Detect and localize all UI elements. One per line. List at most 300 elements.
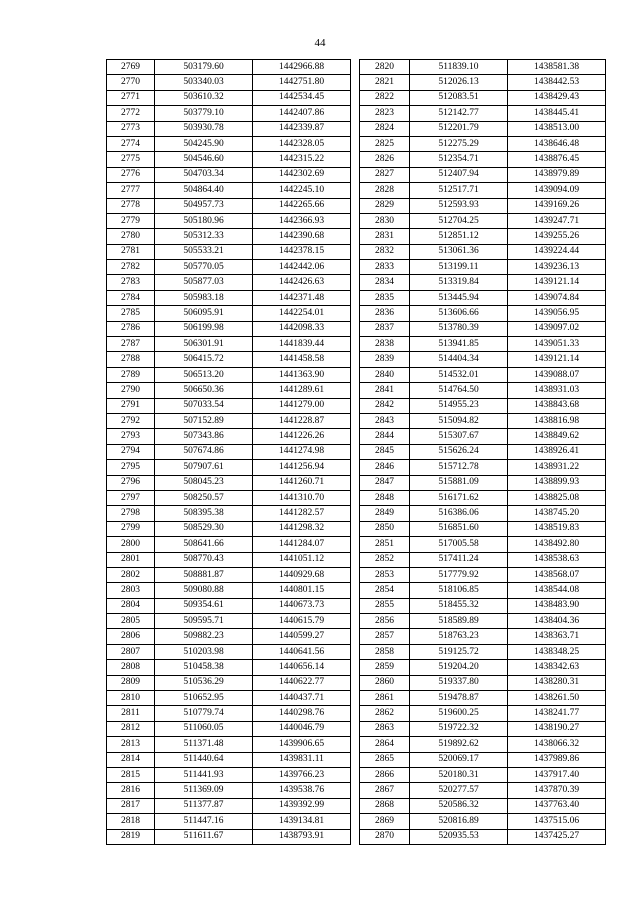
x-coordinate-cell: 520069.17 [410, 752, 508, 767]
y-coordinate-cell: 1438979.89 [508, 167, 606, 182]
x-coordinate-cell: 508045.23 [155, 475, 253, 490]
y-coordinate-cell: 1438442.53 [508, 75, 606, 90]
y-coordinate-cell: 1439121.14 [508, 352, 606, 367]
table-row [360, 598, 606, 613]
x-coordinate-cell: 513941.85 [410, 337, 508, 352]
table-row [360, 506, 606, 521]
table-row [360, 290, 606, 305]
point-number-cell: 2848 [360, 490, 410, 505]
coordinates-table-right-body [360, 60, 606, 845]
table-row [360, 352, 606, 367]
y-coordinate-cell: 1442966.88 [253, 60, 351, 75]
y-coordinate-cell: 1439392.99 [253, 798, 351, 813]
point-number-cell: 2779 [107, 213, 155, 228]
point-number-cell: 2866 [360, 767, 410, 782]
table-row [360, 90, 606, 105]
y-coordinate-cell: 1439097.02 [508, 321, 606, 336]
table-row [107, 644, 351, 659]
table-row [360, 444, 606, 459]
x-coordinate-cell: 511447.16 [155, 814, 253, 829]
x-coordinate-cell: 511060.05 [155, 721, 253, 736]
x-coordinate-cell: 506513.20 [155, 367, 253, 382]
point-number-cell: 2797 [107, 490, 155, 505]
coordinates-table-right [359, 59, 606, 845]
table-row [360, 321, 606, 336]
table-row [360, 660, 606, 675]
x-coordinate-cell: 509354.61 [155, 598, 253, 613]
table-row [360, 737, 606, 752]
y-coordinate-cell: 1438899.93 [508, 475, 606, 490]
x-coordinate-cell: 503179.60 [155, 60, 253, 75]
x-coordinate-cell: 518106.85 [410, 583, 508, 598]
table-row [107, 614, 351, 629]
x-coordinate-cell: 503779.10 [155, 106, 253, 121]
y-coordinate-cell: 1438190.27 [508, 721, 606, 736]
x-coordinate-cell: 512851.12 [410, 229, 508, 244]
table-row [107, 275, 351, 290]
x-coordinate-cell: 505770.05 [155, 260, 253, 275]
x-coordinate-cell: 512275.29 [410, 136, 508, 151]
table-row [107, 660, 351, 675]
point-number-cell: 2815 [107, 767, 155, 782]
x-coordinate-cell: 511440.64 [155, 752, 253, 767]
y-coordinate-cell: 1440641.56 [253, 644, 351, 659]
table-row [360, 306, 606, 321]
table-row [360, 183, 606, 198]
y-coordinate-cell: 1437515.06 [508, 814, 606, 829]
x-coordinate-cell: 509080.88 [155, 583, 253, 598]
point-number-cell: 2823 [360, 106, 410, 121]
y-coordinate-cell: 1440298.76 [253, 706, 351, 721]
table-row [360, 552, 606, 567]
table-row [360, 691, 606, 706]
table-row [360, 413, 606, 428]
table-row [360, 429, 606, 444]
point-number-cell: 2792 [107, 413, 155, 428]
table-row [360, 490, 606, 505]
y-coordinate-cell: 1439056.95 [508, 306, 606, 321]
y-coordinate-cell: 1438492.80 [508, 537, 606, 552]
table-row [107, 106, 351, 121]
point-number-cell: 2822 [360, 90, 410, 105]
table-row [107, 752, 351, 767]
table-row [107, 706, 351, 721]
point-number-cell: 2842 [360, 398, 410, 413]
table-row [107, 244, 351, 259]
point-number-cell: 2857 [360, 629, 410, 644]
table-row [360, 337, 606, 352]
y-coordinate-cell: 1442426.63 [253, 275, 351, 290]
y-coordinate-cell: 1439906.65 [253, 737, 351, 752]
y-coordinate-cell: 1439134.81 [253, 814, 351, 829]
y-coordinate-cell: 1442371.48 [253, 290, 351, 305]
point-number-cell: 2829 [360, 198, 410, 213]
table-row [107, 290, 351, 305]
x-coordinate-cell: 517411.24 [410, 552, 508, 567]
point-number-cell: 2770 [107, 75, 155, 90]
x-coordinate-cell: 507033.54 [155, 398, 253, 413]
table-row [360, 60, 606, 75]
point-number-cell: 2787 [107, 337, 155, 352]
table-row [107, 413, 351, 428]
point-number-cell: 2843 [360, 413, 410, 428]
y-coordinate-cell: 1441226.26 [253, 429, 351, 444]
y-coordinate-cell: 1441256.94 [253, 460, 351, 475]
y-coordinate-cell: 1440622.77 [253, 675, 351, 690]
x-coordinate-cell: 512593.93 [410, 198, 508, 213]
y-coordinate-cell: 1442265.66 [253, 198, 351, 213]
y-coordinate-cell: 1438519.83 [508, 521, 606, 536]
page-number: 44 [314, 37, 326, 49]
point-number-cell: 2847 [360, 475, 410, 490]
table-row [107, 321, 351, 336]
x-coordinate-cell: 513445.94 [410, 290, 508, 305]
y-coordinate-cell: 1437989.86 [508, 752, 606, 767]
x-coordinate-cell: 507343.86 [155, 429, 253, 444]
y-coordinate-cell: 1438843.68 [508, 398, 606, 413]
point-number-cell: 2839 [360, 352, 410, 367]
x-coordinate-cell: 508395.38 [155, 506, 253, 521]
point-number-cell: 2790 [107, 383, 155, 398]
x-coordinate-cell: 503610.32 [155, 90, 253, 105]
table-row [107, 567, 351, 582]
point-number-cell: 2782 [107, 260, 155, 275]
table-row [360, 814, 606, 829]
table-row [107, 229, 351, 244]
table-row [360, 644, 606, 659]
table-row [360, 583, 606, 598]
x-coordinate-cell: 508881.87 [155, 567, 253, 582]
y-coordinate-cell: 1442339.87 [253, 121, 351, 136]
point-number-cell: 2814 [107, 752, 155, 767]
y-coordinate-cell: 1441458.58 [253, 352, 351, 367]
table-row [107, 798, 351, 813]
table-row [107, 537, 351, 552]
table-row [107, 783, 351, 798]
table-row [107, 552, 351, 567]
point-number-cell: 2831 [360, 229, 410, 244]
x-coordinate-cell: 511377.87 [155, 798, 253, 813]
x-coordinate-cell: 504957.73 [155, 198, 253, 213]
table-row [107, 460, 351, 475]
x-coordinate-cell: 515881.09 [410, 475, 508, 490]
y-coordinate-cell: 1441298.32 [253, 521, 351, 536]
table-row [360, 106, 606, 121]
table-row [107, 721, 351, 736]
table-row [360, 229, 606, 244]
coordinates-table-left-body [107, 60, 351, 845]
y-coordinate-cell: 1438816.98 [508, 413, 606, 428]
point-number-cell: 2861 [360, 691, 410, 706]
y-coordinate-cell: 1441260.71 [253, 475, 351, 490]
point-number-cell: 2827 [360, 167, 410, 182]
point-number-cell: 2774 [107, 136, 155, 151]
y-coordinate-cell: 1442534.45 [253, 90, 351, 105]
y-coordinate-cell: 1439051.33 [508, 337, 606, 352]
y-coordinate-cell: 1442442.06 [253, 260, 351, 275]
x-coordinate-cell: 506415.72 [155, 352, 253, 367]
y-coordinate-cell: 1438646.48 [508, 136, 606, 151]
y-coordinate-cell: 1437870.39 [508, 783, 606, 798]
x-coordinate-cell: 513319.84 [410, 275, 508, 290]
table-row [107, 521, 351, 536]
y-coordinate-cell: 1439831.11 [253, 752, 351, 767]
y-coordinate-cell: 1441228.87 [253, 413, 351, 428]
point-number-cell: 2808 [107, 660, 155, 675]
y-coordinate-cell: 1438745.20 [508, 506, 606, 521]
y-coordinate-cell: 1442407.86 [253, 106, 351, 121]
x-coordinate-cell: 518455.32 [410, 598, 508, 613]
y-coordinate-cell: 1440801.15 [253, 583, 351, 598]
point-number-cell: 2820 [360, 60, 410, 75]
y-coordinate-cell: 1441284.07 [253, 537, 351, 552]
y-coordinate-cell: 1437917.40 [508, 767, 606, 782]
y-coordinate-cell: 1438429.43 [508, 90, 606, 105]
x-coordinate-cell: 510203.98 [155, 644, 253, 659]
point-number-cell: 2811 [107, 706, 155, 721]
y-coordinate-cell: 1442328.05 [253, 136, 351, 151]
x-coordinate-cell: 511371.48 [155, 737, 253, 752]
point-number-cell: 2812 [107, 721, 155, 736]
table-row [360, 567, 606, 582]
y-coordinate-cell: 1442378.15 [253, 244, 351, 259]
point-number-cell: 2834 [360, 275, 410, 290]
x-coordinate-cell: 505312.33 [155, 229, 253, 244]
table-row [360, 521, 606, 536]
x-coordinate-cell: 514764.50 [410, 383, 508, 398]
point-number-cell: 2801 [107, 552, 155, 567]
point-number-cell: 2799 [107, 521, 155, 536]
y-coordinate-cell: 1439088.07 [508, 367, 606, 382]
x-coordinate-cell: 505983.18 [155, 290, 253, 305]
table-row [107, 429, 351, 444]
x-coordinate-cell: 507907.61 [155, 460, 253, 475]
table-row [360, 783, 606, 798]
point-number-cell: 2851 [360, 537, 410, 552]
table-row [107, 167, 351, 182]
point-number-cell: 2772 [107, 106, 155, 121]
point-number-cell: 2805 [107, 614, 155, 629]
table-row [360, 706, 606, 721]
y-coordinate-cell: 1437425.27 [508, 829, 606, 844]
y-coordinate-cell: 1439094.09 [508, 183, 606, 198]
table-row [360, 121, 606, 136]
table-row [360, 152, 606, 167]
y-coordinate-cell: 1441282.57 [253, 506, 351, 521]
x-coordinate-cell: 508641.66 [155, 537, 253, 552]
point-number-cell: 2785 [107, 306, 155, 321]
x-coordinate-cell: 504546.60 [155, 152, 253, 167]
x-coordinate-cell: 504703.34 [155, 167, 253, 182]
x-coordinate-cell: 512354.71 [410, 152, 508, 167]
y-coordinate-cell: 1438404.36 [508, 614, 606, 629]
x-coordinate-cell: 518763.23 [410, 629, 508, 644]
y-coordinate-cell: 1439224.44 [508, 244, 606, 259]
table-row [107, 90, 351, 105]
table-row [360, 614, 606, 629]
x-coordinate-cell: 506301.91 [155, 337, 253, 352]
y-coordinate-cell: 1438342.63 [508, 660, 606, 675]
table-row [107, 675, 351, 690]
y-coordinate-cell: 1440656.14 [253, 660, 351, 675]
table-row [107, 598, 351, 613]
x-coordinate-cell: 519478.87 [410, 691, 508, 706]
point-number-cell: 2776 [107, 167, 155, 182]
y-coordinate-cell: 1438926.41 [508, 444, 606, 459]
y-coordinate-cell: 1442245.10 [253, 183, 351, 198]
table-row [360, 367, 606, 382]
x-coordinate-cell: 513780.39 [410, 321, 508, 336]
x-coordinate-cell: 519337.80 [410, 675, 508, 690]
point-number-cell: 2821 [360, 75, 410, 90]
point-number-cell: 2837 [360, 321, 410, 336]
x-coordinate-cell: 513606.66 [410, 306, 508, 321]
x-coordinate-cell: 505533.21 [155, 244, 253, 259]
x-coordinate-cell: 516851.60 [410, 521, 508, 536]
y-coordinate-cell: 1438544.08 [508, 583, 606, 598]
point-number-cell: 2775 [107, 152, 155, 167]
point-number-cell: 2826 [360, 152, 410, 167]
x-coordinate-cell: 516386.06 [410, 506, 508, 521]
x-coordinate-cell: 513061.36 [410, 244, 508, 259]
point-number-cell: 2796 [107, 475, 155, 490]
point-number-cell: 2791 [107, 398, 155, 413]
y-coordinate-cell: 1441289.61 [253, 383, 351, 398]
point-number-cell: 2849 [360, 506, 410, 521]
table-row [360, 675, 606, 690]
x-coordinate-cell: 506650.36 [155, 383, 253, 398]
x-coordinate-cell: 510458.38 [155, 660, 253, 675]
y-coordinate-cell: 1438363.71 [508, 629, 606, 644]
point-number-cell: 2862 [360, 706, 410, 721]
x-coordinate-cell: 510652.95 [155, 691, 253, 706]
x-coordinate-cell: 519204.20 [410, 660, 508, 675]
point-number-cell: 2828 [360, 183, 410, 198]
table-row [107, 383, 351, 398]
point-number-cell: 2832 [360, 244, 410, 259]
x-coordinate-cell: 503930.78 [155, 121, 253, 136]
x-coordinate-cell: 520277.57 [410, 783, 508, 798]
x-coordinate-cell: 508770.43 [155, 552, 253, 567]
point-number-cell: 2818 [107, 814, 155, 829]
point-number-cell: 2853 [360, 567, 410, 582]
point-number-cell: 2835 [360, 290, 410, 305]
x-coordinate-cell: 515712.78 [410, 460, 508, 475]
point-number-cell: 2840 [360, 367, 410, 382]
point-number-cell: 2845 [360, 444, 410, 459]
table-row [107, 136, 351, 151]
x-coordinate-cell: 511611.67 [155, 829, 253, 844]
table-row [107, 490, 351, 505]
table-row [107, 306, 351, 321]
y-coordinate-cell: 1442315.22 [253, 152, 351, 167]
y-coordinate-cell: 1439121.14 [508, 275, 606, 290]
x-coordinate-cell: 512407.94 [410, 167, 508, 182]
y-coordinate-cell: 1439538.76 [253, 783, 351, 798]
point-number-cell: 2865 [360, 752, 410, 767]
table-row [360, 275, 606, 290]
x-coordinate-cell: 512517.71 [410, 183, 508, 198]
x-coordinate-cell: 514404.34 [410, 352, 508, 367]
table-row [107, 767, 351, 782]
table-row [360, 244, 606, 259]
table-row [107, 352, 351, 367]
point-number-cell: 2869 [360, 814, 410, 829]
x-coordinate-cell: 503340.03 [155, 75, 253, 90]
table-row [107, 829, 351, 844]
x-coordinate-cell: 511441.93 [155, 767, 253, 782]
y-coordinate-cell: 1441363.90 [253, 367, 351, 382]
point-number-cell: 2868 [360, 798, 410, 813]
x-coordinate-cell: 510779.74 [155, 706, 253, 721]
x-coordinate-cell: 519722.32 [410, 721, 508, 736]
y-coordinate-cell: 1440673.73 [253, 598, 351, 613]
table-row [360, 167, 606, 182]
table-row [107, 444, 351, 459]
y-coordinate-cell: 1441279.00 [253, 398, 351, 413]
point-number-cell: 2855 [360, 598, 410, 613]
point-number-cell: 2819 [107, 829, 155, 844]
x-coordinate-cell: 520935.53 [410, 829, 508, 844]
y-coordinate-cell: 1440615.79 [253, 614, 351, 629]
y-coordinate-cell: 1438445.41 [508, 106, 606, 121]
x-coordinate-cell: 508529.30 [155, 521, 253, 536]
table-row [107, 121, 351, 136]
table-row [107, 737, 351, 752]
y-coordinate-cell: 1438793.91 [253, 829, 351, 844]
table-row [107, 337, 351, 352]
x-coordinate-cell: 507674.86 [155, 444, 253, 459]
point-number-cell: 2788 [107, 352, 155, 367]
x-coordinate-cell: 512083.51 [410, 90, 508, 105]
table-row [360, 537, 606, 552]
x-coordinate-cell: 511839.10 [410, 60, 508, 75]
x-coordinate-cell: 514955.23 [410, 398, 508, 413]
point-number-cell: 2860 [360, 675, 410, 690]
point-number-cell: 2773 [107, 121, 155, 136]
x-coordinate-cell: 519892.62 [410, 737, 508, 752]
table-row [360, 75, 606, 90]
y-coordinate-cell: 1442751.80 [253, 75, 351, 90]
point-number-cell: 2786 [107, 321, 155, 336]
y-coordinate-cell: 1438241.77 [508, 706, 606, 721]
x-coordinate-cell: 519125.72 [410, 644, 508, 659]
x-coordinate-cell: 517005.58 [410, 537, 508, 552]
point-number-cell: 2809 [107, 675, 155, 690]
point-number-cell: 2803 [107, 583, 155, 598]
y-coordinate-cell: 1438280.31 [508, 675, 606, 690]
point-number-cell: 2789 [107, 367, 155, 382]
x-coordinate-cell: 506095.91 [155, 306, 253, 321]
point-number-cell: 2793 [107, 429, 155, 444]
point-number-cell: 2824 [360, 121, 410, 136]
point-number-cell: 2817 [107, 798, 155, 813]
x-coordinate-cell: 507152.89 [155, 413, 253, 428]
y-coordinate-cell: 1442254.01 [253, 306, 351, 321]
y-coordinate-cell: 1438066.32 [508, 737, 606, 752]
table-row [107, 398, 351, 413]
point-number-cell: 2810 [107, 691, 155, 706]
x-coordinate-cell: 520586.32 [410, 798, 508, 813]
x-coordinate-cell: 509595.71 [155, 614, 253, 629]
table-row [107, 814, 351, 829]
table-row [360, 767, 606, 782]
x-coordinate-cell: 517779.92 [410, 567, 508, 582]
x-coordinate-cell: 506199.98 [155, 321, 253, 336]
point-number-cell: 2800 [107, 537, 155, 552]
table-row [360, 213, 606, 228]
x-coordinate-cell: 515094.82 [410, 413, 508, 428]
